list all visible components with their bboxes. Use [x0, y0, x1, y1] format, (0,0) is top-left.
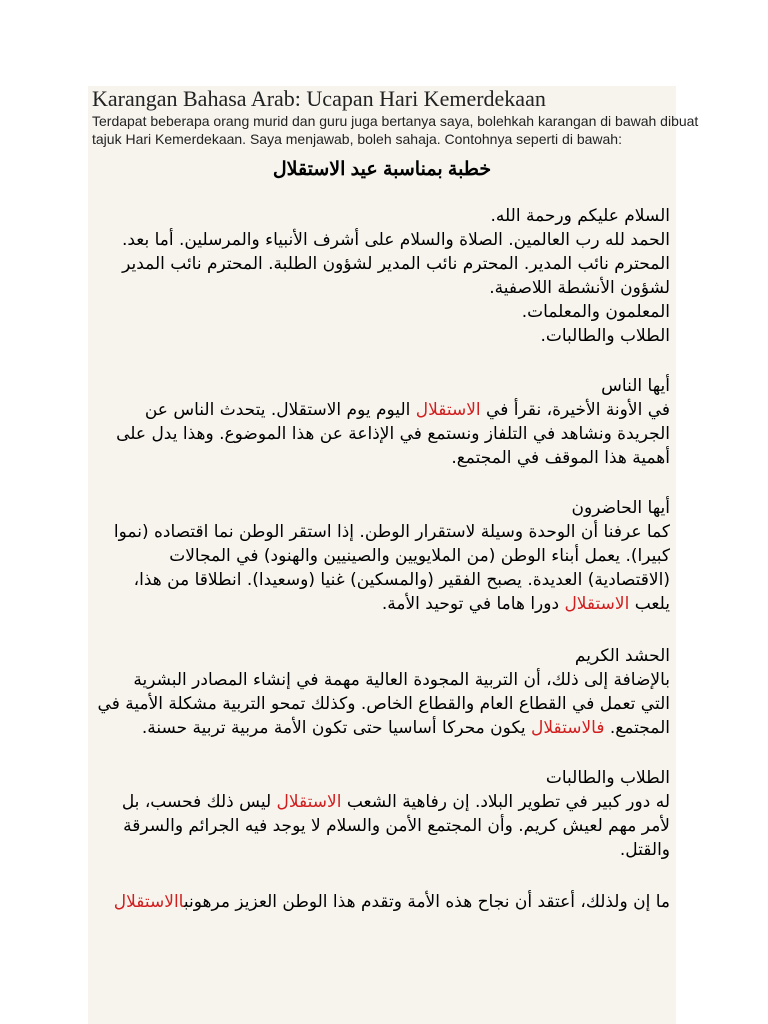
greeting-line: الحمد لله رب العالمين. الصلاة والسلام على أشرف الأنبياء والمرسلين. أما بعد.: [121, 230, 670, 250]
paragraph-line: أهمية هذا الموقف في المجتمع.: [451, 448, 670, 468]
paragraph-line: له دور كبير في تطوير البلاد. إن رفاهية الشعب الاستقلال ليس ذلك فحسب، بل: [121, 792, 670, 812]
paragraph-line: والقتل.: [619, 840, 670, 860]
section-title: الحشد الكريم: [574, 646, 670, 666]
section-honored-crowd: [94, 644, 670, 740]
paragraph-line: (الاقتصادية) العديدة. يصبح الفقير (والمسكين) غنيا (وسعيدا). انطلاقا من هذا،: [133, 570, 670, 590]
highlight-word: االاستقلال: [113, 892, 184, 912]
paragraph-line: كبيرا). يعمل أبناء الوطن (من الملايويين والصينيين والهنود) في المجالات: [169, 546, 670, 566]
greeting-line: المعلمون والمعلمات.: [521, 302, 670, 322]
section-people: [94, 374, 670, 470]
paragraph-line: يلعب الاستقلال دورا هاما في توحيد الأمة.: [381, 594, 670, 614]
section-title: الطلاب والطالبات: [545, 768, 670, 788]
highlight-word: الاستقلال: [415, 400, 481, 420]
section-title: أيها الحاضرون: [571, 498, 670, 518]
paragraph-line: كما عرفنا أن الوحدة وسيلة لاستقرار الوطن. إذا استقر الوطن نما اقتصاده (نموا: [113, 522, 670, 542]
greeting-line: المحترم نائب المدير. المحترم نائب المدير لشؤون الطلبة. المحترم نائب المدير: [122, 254, 670, 274]
section-audience: [94, 496, 670, 616]
paragraph-line: بالإضافة إلى ذلك، أن التربية المجودة العالية مهمة في إنشاء المصادر البشرية: [133, 670, 670, 690]
paragraph-line: التي تعمل في القطاع العام والقطاع الخاص. وكذلك تمحو التربية مشكلة الأمية في: [97, 694, 670, 714]
greeting-line: لشؤون الأنشطة اللاصفية.: [489, 278, 670, 298]
paragraph-line: ما إن ولذلك، أعتقد أن نجاح هذه الأمة وتقدم هذا الوطن العزيز مرهونباالاستقلال: [113, 892, 670, 912]
paragraph-line: في الأونة الأخيرة، نقرأ في الاستقلال اليوم يوم الاستقلال. يتحدث الناس عن: [144, 400, 670, 420]
intro-paragraph: [92, 112, 699, 148]
paragraph-line: المجتمع. فالاستقلال يكون محركا أساسيا حتى تكون الأمة مربية تربية حسنة.: [141, 718, 670, 738]
document-page: [88, 86, 699, 1024]
article-title: Karangan Bahasa Arab: Ucapan Hari Kemerdekaan: [92, 86, 546, 111]
highlight-word: الاستقلال: [276, 792, 342, 812]
greeting-line: السلام عليكم ورحمة الله.: [490, 206, 670, 226]
paragraph-line: الجريدة ونشاهد في التلفاز ونستمع في الإذاعة عن هذا الموضوع. وهذا يدل على: [116, 424, 670, 444]
highlight-word: الاستقلال: [564, 594, 630, 614]
greeting-line: الطلاب والطالبات.: [540, 326, 670, 346]
closing-block: [94, 890, 670, 914]
greeting-block: [94, 204, 670, 348]
speech-heading: خطبة بمناسبة عيد الاستقلال: [272, 159, 492, 180]
intro-line: Terdapat beberapa orang murid dan guru juga bertanya saya, bolehkah karangan di bawah dibuat: [92, 113, 699, 129]
highlight-word: فالاستقلال: [530, 718, 605, 738]
paragraph-line: لأمر مهم لعيش كريم. وأن المجتمع الأمن والسلام لا يوجد فيه الجرائم والسرقة: [123, 816, 670, 836]
section-title: أيها الناس: [601, 376, 670, 396]
intro-line: tajuk Hari Kemerdekaan. Saya menjawab, boleh sahaja. Contohnya seperti di bawah:: [92, 131, 622, 147]
section-students: [94, 766, 670, 862]
